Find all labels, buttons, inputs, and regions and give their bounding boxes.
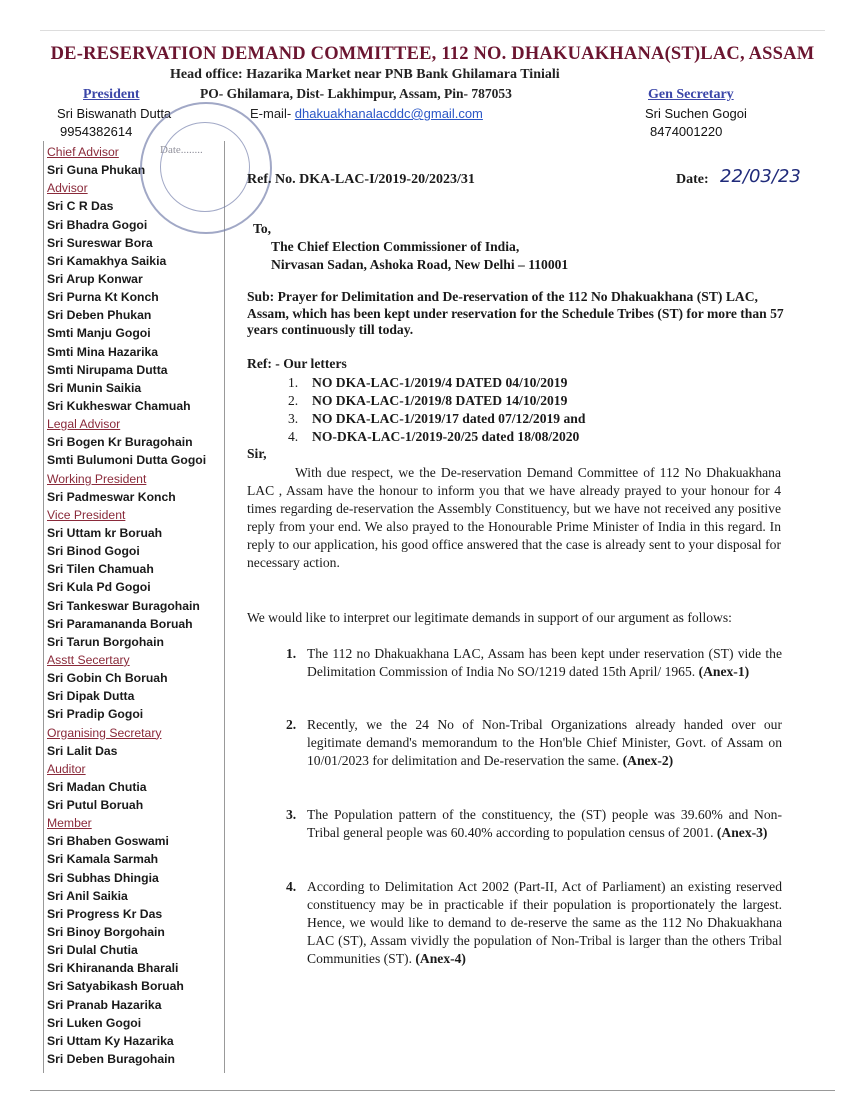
member-name: Sri Binod Gogoi bbox=[47, 544, 140, 559]
salutation: Sir, bbox=[247, 446, 267, 461]
reference-number-label: 2. bbox=[288, 393, 299, 408]
demand-point bbox=[286, 878, 782, 968]
member-role-heading: Chief Advisor bbox=[47, 145, 119, 159]
member-name: Sri Padmeswar Konch bbox=[47, 489, 176, 504]
member-role-heading: Organising Secretary bbox=[47, 725, 162, 740]
member-name: Sri C R Das bbox=[47, 199, 114, 214]
reference-text: NO DKA-LAC-1/2019/8 DATED 14/10/2019 bbox=[312, 393, 568, 408]
member-name: Sri Anil Saikia bbox=[47, 888, 128, 903]
reference-item bbox=[288, 392, 585, 410]
addressee-line-1: The Chief Election Commissioner of India, bbox=[271, 239, 520, 254]
gen-secretary-name: Sri Suchen Gogoi bbox=[645, 106, 747, 121]
member-name: Sri Kula Pd Gogoi bbox=[47, 580, 151, 595]
member-name: Sri Guna Phukan bbox=[47, 163, 146, 178]
president-role: President bbox=[83, 87, 140, 102]
member-name: Sri Bhadra Gogoi bbox=[47, 217, 148, 232]
member-name: Sri Tankeswar Buragohain bbox=[47, 598, 200, 613]
member-name: Sri Purna Kt Konch bbox=[47, 290, 159, 305]
member-role-heading: Auditor bbox=[47, 761, 86, 776]
member-role-heading: Working President bbox=[47, 471, 147, 486]
point-text: The Population pattern of the constituency, the (ST) people was 39.60% and Non-Tribal general people was 60.40% according to population census of 2001. (Anex-3) bbox=[307, 807, 782, 840]
member-role-heading: Legal Advisor bbox=[47, 417, 121, 432]
member-name: Sri Paramananda Boruah bbox=[47, 616, 193, 631]
member-name: Sri Madan Chutia bbox=[47, 779, 147, 794]
member-name: Sri Tarun Borgohain bbox=[47, 634, 164, 649]
reference-number-label: 4. bbox=[288, 429, 299, 444]
member-name: Sri Khirananda Bharali bbox=[47, 961, 179, 976]
reference-number: Ref. No. DKA-LAC-I/2019-20/2023/31 bbox=[247, 172, 475, 187]
top-divider bbox=[40, 30, 825, 31]
member-name: Sri Bogen Kr Buragohain bbox=[47, 435, 193, 450]
president-phone: 9954382614 bbox=[60, 124, 133, 139]
member-name: Sri Kamakhya Saikia bbox=[47, 253, 167, 268]
member-name: Smti Nirupama Dutta bbox=[47, 362, 168, 377]
member-name: Sri Binoy Borgohain bbox=[47, 925, 165, 940]
member-name: Sri Arup Konwar bbox=[47, 271, 143, 286]
gen-secretary-role: Gen Secretary bbox=[648, 87, 734, 102]
stamp-inner-ring bbox=[160, 122, 250, 212]
point-number: 3. bbox=[286, 807, 297, 822]
reference-text: NO DKA-LAC-1/2019/4 DATED 04/10/2019 bbox=[312, 375, 568, 390]
president-name: Sri Biswanath Dutta bbox=[57, 106, 172, 121]
member-name: Sri Gobin Ch Boruah bbox=[47, 671, 168, 686]
member-name: Sri Pradip Gogoi bbox=[47, 707, 144, 722]
office-address: PO- Ghilamara, Dist- Lakhimpur, Assam, Pin- 787053 bbox=[200, 86, 512, 101]
member-name: Smti Manju Gogoi bbox=[47, 326, 151, 341]
member-name: Sri Progress Kr Das bbox=[47, 906, 163, 921]
annex-label: (Anex-3) bbox=[716, 825, 768, 840]
member-name: Sri Bhaben Goswami bbox=[47, 834, 169, 849]
member-name: Sri Deben Phukan bbox=[47, 308, 152, 323]
member-name: Smti Bulumoni Dutta Gogoi bbox=[47, 453, 207, 468]
addressee-block bbox=[253, 220, 568, 274]
ref-label: Ref: - Our letters bbox=[247, 356, 347, 371]
reference-text: NO-DKA-LAC-1/2019-20/25 dated 18/08/2020 bbox=[312, 429, 580, 444]
paragraph-1: With due respect, we the De-reservation Demand Committee of 112 No Dhakuakhana LAC , Assam have the honour to inform you that we have already prayed to your honour for 4 times regarding de-reservation the Assembly Constituency, but we have not received any positive reply from your end. We also prayed to the Honourable Prime Minister of India in this regard. In reply to our application, his good office answered that the case is already sent to your disposal for necessary action. bbox=[247, 465, 781, 570]
member-name: Sri Sureswar Bora bbox=[47, 235, 153, 250]
member-list bbox=[47, 143, 222, 1068]
point-text: According to Delimitation Act 2002 (Part-II, Act of Parliament) an existing reserved constituency may be in practicable if their population is proportionately the largest. Hence, we would like to demand to de-reserve the same as the 112 No Dhakuakhana LAC (ST), Assam vividly the population of Non-Tribal is larger than the others Tribal Communities (ST). (Anex-4) bbox=[307, 879, 782, 966]
email-link[interactable]: dhakuakhanalacddc@gmail.com bbox=[294, 106, 483, 121]
subject: Sub: Prayer for Delimitation and De-reservation of the 112 No Dhakuakhana (ST) LAC, Assam, which has been kept under reservation for the Schedule Tribes (ST) for more than 57 years continuously till today. bbox=[247, 289, 784, 337]
reference-item bbox=[288, 428, 585, 446]
member-name: Sri Putul Boruah bbox=[47, 798, 144, 813]
member-name: Sri Subhas Dhingia bbox=[47, 870, 159, 885]
demand-point bbox=[286, 645, 782, 681]
point-text: The 112 no Dhakuakhana LAC, Assam has been kept under reservation (ST) vide the Delimitation Commission of India No SO/1219 dated 15th April/ 1965. (Anex-1) bbox=[307, 646, 782, 679]
point-text: Recently, we the 24 No of Non-Tribal Organizations already handed over our legitimate demand's memorandum to the Hon'ble Chief Minister, Govt. of Assam on 10/01/2023 for delimitation and De-reservation the same. (Anex-2) bbox=[307, 717, 782, 768]
member-name: Sri Uttam Ky Hazarika bbox=[47, 1033, 174, 1048]
reference-item bbox=[288, 410, 585, 428]
member-role-heading: Member bbox=[47, 816, 92, 831]
committee-stamp bbox=[140, 102, 272, 234]
reference-number-label: 1. bbox=[288, 375, 299, 390]
addressee-line-2: Nirvasan Sadan, Ashoka Road, New Delhi – 110001 bbox=[271, 257, 569, 272]
point-number: 2. bbox=[286, 717, 297, 732]
member-name: Sri Lalit Das bbox=[47, 743, 118, 758]
point-number: 4. bbox=[286, 879, 297, 894]
member-name: Sri Deben Buragohain bbox=[47, 1052, 175, 1067]
member-name: Sri Uttam kr Boruah bbox=[47, 525, 163, 540]
member-role-heading: Vice President bbox=[47, 507, 126, 522]
member-name: Sri Kamala Sarmah bbox=[47, 852, 159, 867]
to-label: To, bbox=[253, 221, 272, 236]
demand-point bbox=[286, 806, 782, 842]
email-line bbox=[250, 106, 483, 121]
reference-text: NO DKA-LAC-1/2019/17 dated 07/12/2019 and bbox=[312, 411, 586, 426]
email-label: E-mail- bbox=[250, 106, 292, 121]
handwritten-date: 22/03/23 bbox=[720, 166, 801, 187]
paragraph-2: We would like to interpret our legitimate demands in support of our argument as follows: bbox=[247, 610, 732, 625]
demand-point bbox=[286, 716, 782, 770]
reference-item bbox=[288, 374, 585, 392]
head-office: Head office: Hazarika Market near PNB Bank Ghilamara Tiniali bbox=[170, 67, 560, 82]
member-name: Sri Tilen Chamuah bbox=[47, 562, 154, 577]
member-name: Sri Munin Saikia bbox=[47, 380, 142, 395]
member-name: Sri Kukheswar Chamuah bbox=[47, 398, 191, 413]
reference-number-label: 3. bbox=[288, 411, 299, 426]
gen-secretary-phone: 8474001220 bbox=[650, 124, 723, 139]
annex-label: (Anex-2) bbox=[622, 753, 674, 768]
letterhead-title: DE-RESERVATION DEMAND COMMITTEE, 112 NO. DHAKUAKHANA(ST)LAC, ASSAM bbox=[50, 44, 815, 64]
member-name: Smti Mina Hazarika bbox=[47, 344, 159, 359]
annex-label: (Anex-1) bbox=[698, 664, 750, 679]
member-name: Sri Dulal Chutia bbox=[47, 943, 138, 958]
stamp-date-field: Date........ bbox=[160, 144, 203, 156]
point-number: 1. bbox=[286, 646, 297, 661]
member-name: Sri Satyabikash Boruah bbox=[47, 979, 184, 994]
member-role-heading: Asstt Secertary bbox=[47, 652, 130, 667]
reference-list bbox=[288, 374, 585, 446]
date-label: Date: bbox=[676, 172, 709, 187]
member-name: Sri Pranab Hazarika bbox=[47, 997, 162, 1012]
member-name: Sri Dipak Dutta bbox=[47, 689, 135, 704]
annex-label: (Anex-4) bbox=[415, 951, 466, 966]
member-name: Sri Luken Gogoi bbox=[47, 1015, 142, 1030]
member-role-heading: Advisor bbox=[47, 181, 88, 196]
bottom-divider bbox=[30, 1090, 835, 1091]
